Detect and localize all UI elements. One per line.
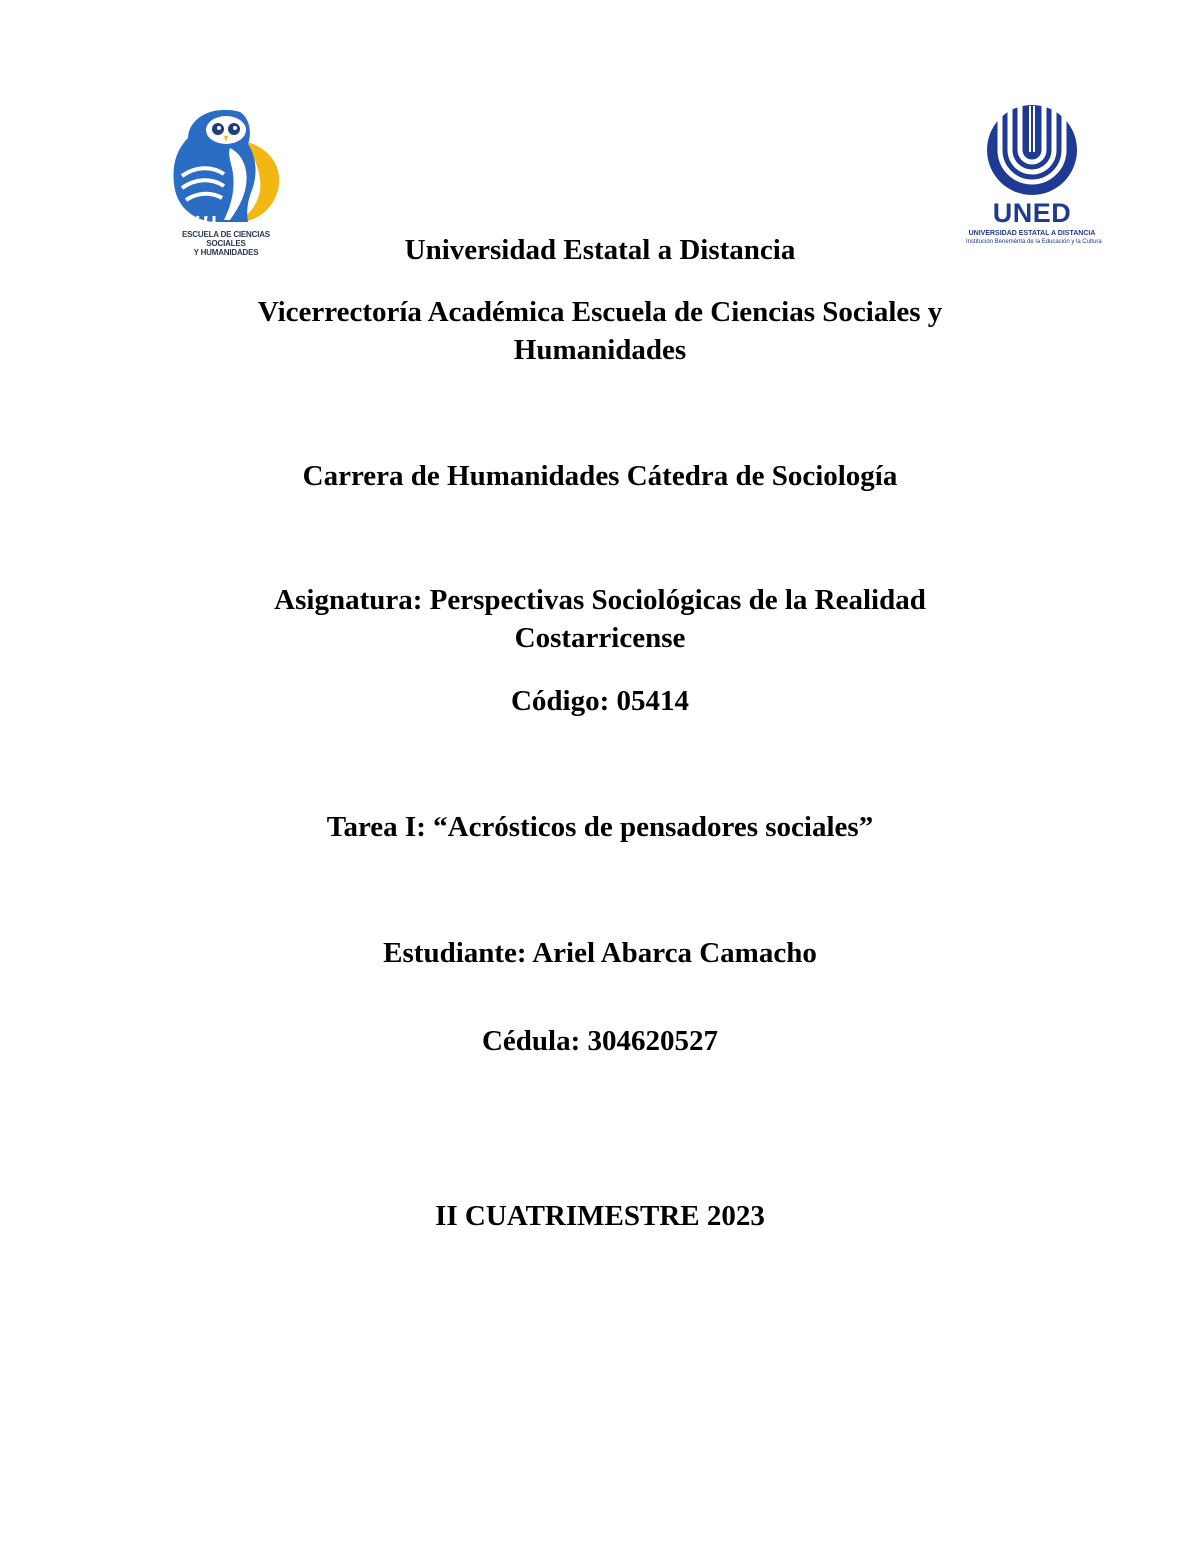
uned-arches-icon <box>986 104 1078 196</box>
school-caption-line2: Y HUMANIDADES <box>193 248 259 257</box>
carrera-heading: Carrera de Humanidades Cátedra de Sociología <box>302 460 898 492</box>
uned-subtitle: UNIVERSIDAD ESTATAL A DISTANCIA <box>968 230 1096 237</box>
university-name: Universidad Estatal a Distancia <box>404 234 796 266</box>
uned-tagline: Institución Benemérita de la Educación y la Cultura <box>966 239 1102 245</box>
assignment-title: Tarea I: “Acrósticos de pensadores sociales” <box>326 811 874 843</box>
uned-logo <box>966 104 1102 252</box>
course-code: Código: 05414 <box>510 685 690 717</box>
school-caption-line1: ESCUELA DE CIENCIAS SOCIALES <box>182 230 270 248</box>
student-name: Estudiante: Ariel Abarca Camacho <box>383 937 817 969</box>
asignatura-heading: Asignatura: Perspectivas Sociológicas de la Realidad Costarricense <box>274 584 926 654</box>
vicerrectoria-heading: Vicerrectoría Académica Escuela de Ciencias Sociales y Humanidades <box>257 296 943 366</box>
term: II CUATRIMESTRE 2023 <box>435 1200 765 1232</box>
owl-icon <box>168 104 284 228</box>
uned-name: UNED <box>992 198 1072 228</box>
student-id: Cédula: 304620527 <box>481 1025 719 1057</box>
